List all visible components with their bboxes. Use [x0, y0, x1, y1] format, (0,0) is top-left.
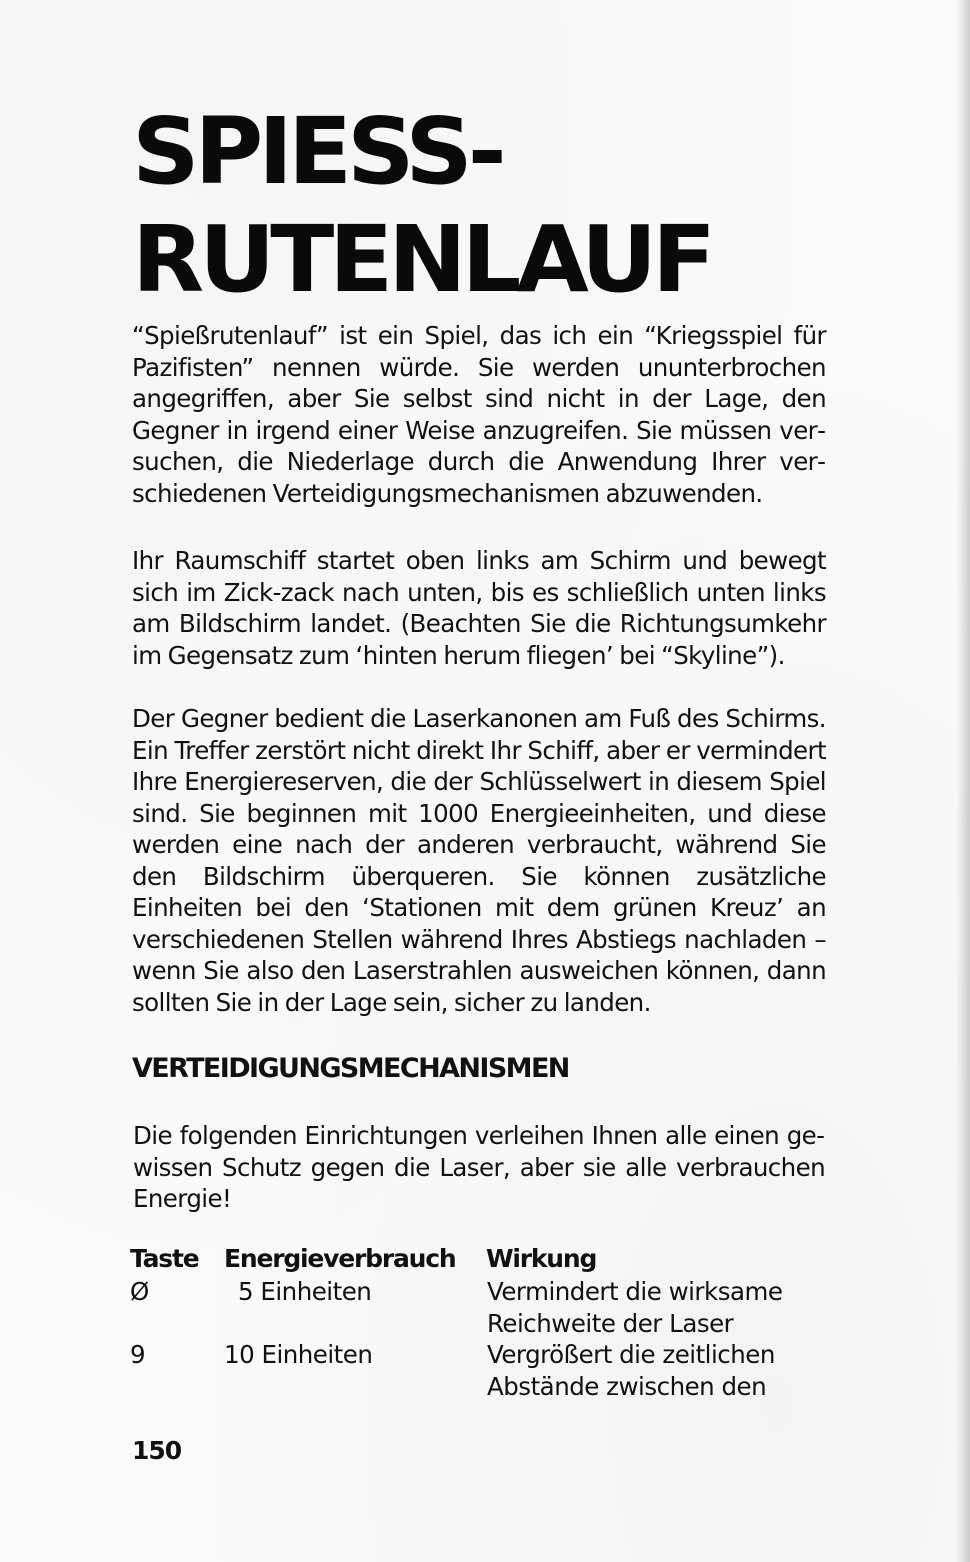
cell-key: 9 — [130, 1340, 146, 1369]
paragraph-intro: “Spießrutenlauf” ist ein Spiel, das ich ein “Kriegsspiel für Pazifisten” nennen würde. Sie werden ununterbrochen angegriffen, aber Sie selbst sind nicht in der Lage, den Gegner in irgend einer Weise anzugreifen. Sie müssen versuchen, die Niederlage durch die Anwendung Ihrer verschiedenen Verteidigungsmechanismen abzuwenden. — [132, 321, 826, 508]
page-edge-shadow — [956, 0, 970, 1562]
cell-energy: 10 Einheiten — [224, 1340, 373, 1369]
section-intro: Die folgenden Einrichtungen verleihen Ihnen alle einen gewissen Schutz gegen die Laser, aber sie alle verbrauchen Energie! — [133, 1121, 825, 1213]
cell-key: Ø — [130, 1277, 149, 1306]
header-key: Taste — [130, 1244, 199, 1273]
table-row — [130, 1276, 830, 1339]
paragraph-opponent: Der Gegner bedient die Laserkanonen am Fuß des Schirms. Ein Treffer zerstört nicht direkt Ihr Schiff, aber er vermindert Ihre Energiereserven, die der Schlüsselwert in diesem Spiel sind. Sie beginnen mit 1000 Energieeinheiten, und diese werden eine nach der anderen verbraucht, während Sie den Bildschirm überqueren. Sie können zusätzliche Einheiten bei den ‘Stationen mit dem grünen Kreuz’ an verschiedenen Stellen während Ihres Abstiegs nachladen – wenn Sie also den Laserstrahlen ausweichen können, dann sollten Sie in der Lage sein, sicher zu landen. — [132, 704, 826, 1017]
title-line-1: SPIESS- — [132, 98, 502, 205]
header-effect: Wirkung — [486, 1244, 597, 1273]
cell-effect: Vergrößert die zeitlichen Abstände zwischen den — [487, 1340, 775, 1401]
cell-energy: 5 Einheiten — [238, 1277, 372, 1306]
page-title — [132, 98, 711, 314]
page-number: 150 — [132, 1436, 182, 1465]
defense-table — [130, 1243, 830, 1402]
section-heading: VERTEIDIGUNGSMECHANISMEN — [132, 1053, 569, 1084]
paragraph-spaceship: Ihr Raumschiff startet oben links am Schirm und bewegt sich im Zick-zack nach unten, bis es schließlich unten links am Bildschirm landet. (Beachten Sie die Richtungsumkehr im Gegensatz zum ‘hinten herum fliegen’ bei “Skyline”). — [132, 546, 826, 670]
table-header — [130, 1243, 830, 1276]
table-row — [130, 1339, 830, 1402]
cell-effect: Vermindert die wirksame Reichweite der Laser — [487, 1277, 783, 1338]
title-line-2: RUTENLAUF — [132, 206, 712, 313]
header-energy: Energieverbrauch — [224, 1244, 456, 1273]
